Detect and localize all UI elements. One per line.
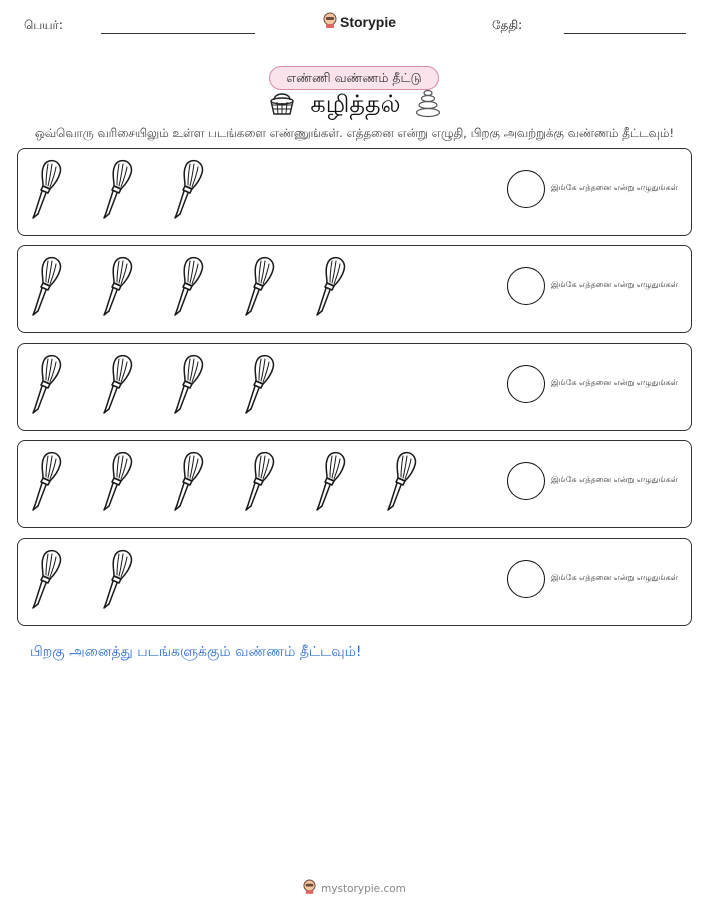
screwdriver-icon[interactable] — [30, 451, 66, 513]
screwdriver-icon[interactable] — [172, 256, 208, 318]
brand-name: Storypie — [340, 14, 397, 30]
answer-circle[interactable] — [507, 560, 545, 598]
page-title: கழித்தல் — [310, 89, 401, 118]
screwdriver-icon[interactable] — [101, 159, 137, 221]
count-row — [17, 148, 692, 236]
count-row — [17, 343, 692, 431]
screwdriver-icon[interactable] — [30, 159, 66, 221]
storypie-mascot-icon — [323, 12, 337, 32]
screwdriver-icon[interactable] — [385, 451, 421, 513]
site-url: mystorypie.com — [321, 882, 406, 895]
screwdriver-icon[interactable] — [101, 354, 137, 416]
basket-icon — [268, 89, 296, 121]
activity-badge: எண்ணி வண்ணம் தீட்டு — [269, 66, 439, 90]
count-row — [17, 440, 692, 528]
worksheet-header — [0, 0, 709, 40]
instructions: ஒவ்வொரு வரிசையிலும் உள்ள படங்களை எண்ணுங்கள். எத்தனை என்று எழுதி, பிறகு அவற்றுக்கு வண்ணம் தீட்டவும்! — [34, 126, 675, 140]
screwdriver-icon[interactable] — [101, 256, 137, 318]
site-footer — [0, 879, 709, 898]
stacked-stones-icon — [415, 88, 441, 122]
screwdriver-icon[interactable] — [243, 451, 279, 513]
answer-prompt: இங்கே எத்தனை என்று எழுதுங்கள் — [551, 280, 678, 289]
name-label: பெயர்: — [24, 18, 63, 32]
screwdriver-icon[interactable] — [243, 354, 279, 416]
screwdriver-icon[interactable] — [101, 549, 137, 611]
storypie-mascot-icon — [303, 879, 316, 898]
screwdriver-icon[interactable] — [172, 451, 208, 513]
screwdriver-icon[interactable] — [314, 256, 350, 318]
date-write-line — [564, 33, 686, 34]
title-row — [0, 88, 709, 122]
answer-circle[interactable] — [507, 462, 545, 500]
answer-circle[interactable] — [507, 365, 545, 403]
count-row — [17, 538, 692, 626]
count-row — [17, 245, 692, 333]
answer-circle[interactable] — [507, 267, 545, 305]
date-label: தேதி: — [492, 18, 523, 32]
screwdriver-icon[interactable] — [30, 256, 66, 318]
answer-circle[interactable] — [507, 170, 545, 208]
screwdriver-icon[interactable] — [30, 354, 66, 416]
answer-prompt: இங்கே எத்தனை என்று எழுதுங்கள் — [551, 378, 678, 387]
answer-prompt: இங்கே எத்தனை என்று எழுதுங்கள் — [551, 183, 678, 192]
screwdriver-icon[interactable] — [172, 354, 208, 416]
screwdriver-icon[interactable] — [101, 451, 137, 513]
screwdriver-icon[interactable] — [243, 256, 279, 318]
screwdriver-icon[interactable] — [172, 159, 208, 221]
answer-prompt: இங்கே எத்தனை என்று எழுதுங்கள் — [551, 475, 678, 484]
answer-prompt: இங்கே எத்தனை என்று எழுதுங்கள் — [551, 573, 678, 582]
screwdriver-icon[interactable] — [30, 549, 66, 611]
brand-logo — [323, 12, 396, 32]
screwdriver-icon[interactable] — [314, 451, 350, 513]
name-write-line — [101, 33, 255, 34]
color-all-note: பிறகு அனைத்து படங்களுக்கும் வண்ணம் தீட்டவும்! — [30, 644, 362, 660]
